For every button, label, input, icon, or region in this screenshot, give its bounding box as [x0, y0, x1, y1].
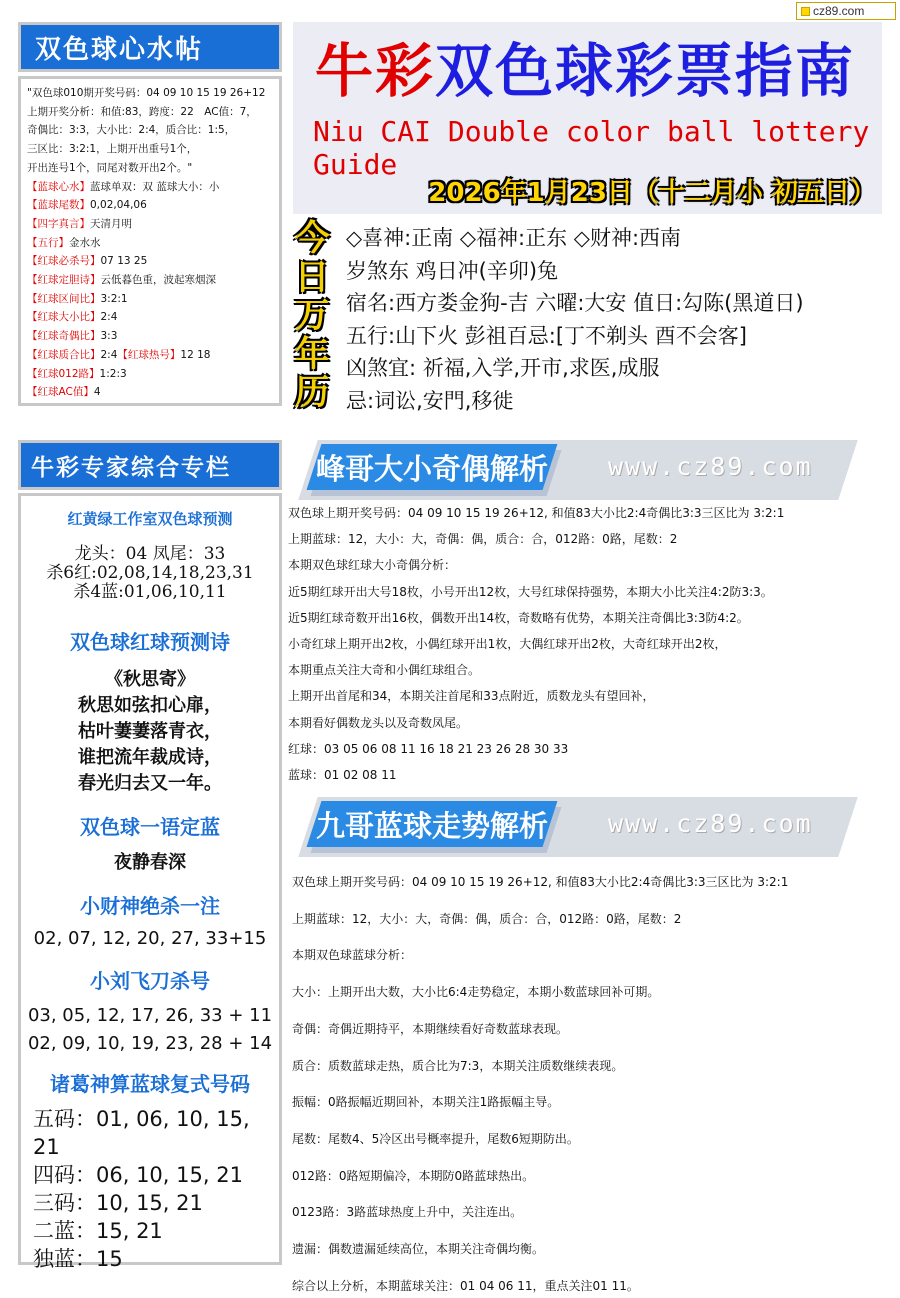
kill-line: 杀6红:02,08,14,18,23,31	[46, 563, 254, 583]
left-bottom-title: 牛彩专家综合专栏	[18, 440, 282, 490]
poem-line: 枯叶萋萋落青衣，	[78, 721, 222, 742]
section2-text	[292, 864, 788, 1298]
analysis-line: 红球：03 05 06 08 11 16 18 21 23 26 28 30 33	[288, 741, 569, 756]
tip-row: 【红球大小比】2:4	[27, 311, 118, 324]
kill-line: 龙头：04 凤尾：33	[74, 544, 226, 564]
tip-row: 【五行】金水水	[27, 236, 101, 249]
section1-url[interactable]: www.cz89.com	[608, 452, 813, 481]
poem-line: 谁把流年裁成诗，	[78, 747, 222, 768]
cai-title: 小财神绝杀一注	[80, 894, 220, 918]
intro-line: "双色球010期开奖号码：04 09 10 15 19 26+12	[27, 87, 266, 99]
analysis-line: 近5期红球开出大号18枚，小号开出12枚，大号红球保持强势，本期大小比关注4:2防3:3。	[288, 584, 773, 599]
header-banner	[293, 22, 882, 214]
phrase: 夜静春深	[114, 852, 186, 873]
almanac-side-title: 今 日 万 年 历	[294, 218, 330, 413]
poem-title: 双色球红球预测诗	[70, 630, 230, 654]
almanac-line: 岁煞东 鸡日冲(辛卯)兔	[346, 258, 559, 283]
zhuge-line: 四码：06, 10, 15, 21	[33, 1163, 243, 1187]
tip-row: 【蓝球尾数】0,02,04,06	[27, 199, 147, 212]
analysis-line: 上期开出首尾和34，本期关注首尾和33点附近，质数龙头有望回补，	[288, 689, 655, 704]
liu-numbers: 03, 05, 12, 17, 26, 33 + 11	[27, 1005, 273, 1026]
analysis-line: 本期双色球红球大小奇偶分析：	[288, 558, 457, 573]
almanac-lines	[346, 222, 804, 417]
left-top-box	[18, 76, 282, 406]
analysis-line: 上期蓝球：12，大小：大，奇偶：偶，质合：合，012路：0路，尾数：2	[288, 532, 678, 547]
analysis-line: 综合以上分析，本期蓝球关注：01 04 06 11，重点关注01 11。	[292, 1278, 639, 1293]
analysis-line: 上期蓝球：12，大小：大，奇偶：偶，质合：合，012路：0路，尾数：2	[292, 911, 682, 926]
header-english: Niu CAI Double color ball lottery Guide	[313, 115, 870, 181]
analysis-line: 双色球上期开奖号码：04 09 10 15 19 26+12, 和值83大小比2:4奇偶比3:3三区比为 3:2:1	[288, 506, 785, 520]
analysis-line: 0123路：3路蓝球热度上升中，关注连出。	[292, 1205, 523, 1220]
analysis-line: 遗漏：偶数遗漏延续高位，本期关注奇偶均衡。	[292, 1242, 545, 1257]
tip-row: 【红球012路】1:2:3	[27, 367, 127, 380]
analysis-line: 小奇红球上期开出2枚，小偶红球开出1枚，大偶红球开出2枚，大奇红球开出2枚，	[288, 637, 727, 652]
intro-line: 上期开奖分析：和值:83，跨度：22 AC值：7，	[27, 105, 257, 118]
almanac-line: ◇喜神:正南 ◇福神:正东 ◇财神:西南	[346, 226, 682, 250]
intro-line: 三区比：3:2:1，上期开出重号1个，	[27, 143, 198, 156]
tip-row: 【红球定胆诗】云低暮色重，波起寒烟深	[27, 274, 216, 287]
zhuge-line: 三码：10, 15, 21	[33, 1191, 203, 1215]
header-title: 牛彩双色球彩票指南	[315, 37, 856, 105]
analysis-line: 蓝球：01 02 08 11	[288, 768, 397, 783]
zhuge-line: 二蓝：15, 21	[33, 1219, 163, 1243]
poem-line: 秋思如弦扣心扉，	[78, 695, 222, 716]
tip-row: 【红球奇偶比】3:3	[27, 330, 118, 343]
poem-line: 《秋思寄》	[105, 669, 195, 690]
studio-title: 红黄绿工作室双色球预测	[67, 510, 233, 528]
analysis-line: 本期双色球蓝球分析：	[292, 948, 413, 963]
tip-row: 【红球必杀号】07 13 25	[27, 255, 148, 268]
liu-numbers: 02, 09, 10, 19, 23, 28 + 14	[27, 1033, 273, 1054]
analysis-line: 质合：质数蓝球走热，质合比为7:3，本期关注质数继续表现。	[292, 1058, 624, 1073]
left-top-title: 双色球心水帖	[18, 22, 282, 72]
site-badge[interactable]: cz89.com	[796, 2, 896, 20]
left-bottom-box	[18, 493, 282, 1271]
tip-row: 【红球AC值】4	[27, 386, 101, 399]
kill-line: 杀4蓝:01,06,10,11	[73, 582, 227, 602]
analysis-line: 振幅：0路振幅近期回补，本期关注1路振幅主导。	[292, 1095, 560, 1110]
almanac-line: 凶煞宜: 祈福,入学,开市,求医,成服	[346, 356, 660, 380]
section1-title: 峰哥大小奇偶解析	[316, 452, 549, 486]
section1-banner	[300, 440, 882, 502]
zhuge-line: 独蓝：15	[33, 1247, 123, 1271]
tip-row: 【四字真言】天清月明	[27, 217, 132, 230]
tip-row: 【红球区间比】3:2:1	[27, 292, 128, 305]
zhuge-line: 五码：01, 06, 10, 15, 21	[33, 1107, 250, 1159]
section2-banner	[300, 797, 882, 859]
analysis-line: 本期看好偶数龙头以及奇数凤尾。	[288, 715, 469, 730]
cai-numbers: 02, 07, 12, 20, 27, 33+15	[33, 928, 267, 949]
intro-line: 奇偶比：3:3，大小比：2:4，质合比：1:5，	[27, 124, 236, 137]
badge-square-icon	[801, 7, 810, 16]
phrase-title: 双色球一语定蓝	[80, 815, 220, 839]
analysis-line: 012路：0路短期偏冷，本期防0路蓝球热出。	[292, 1168, 535, 1183]
liu-title: 小刘飞刀杀号	[90, 969, 210, 993]
analysis-line: 奇偶：奇偶近期持平，本期继续看好奇数蓝球表现。	[292, 1021, 569, 1036]
section1-text	[288, 500, 784, 788]
section2-url[interactable]: www.cz89.com	[608, 809, 813, 838]
header-date: 2026年1月23日（十二月小 初五日）	[428, 178, 876, 208]
almanac-line: 忌:词讼,安門,移徙	[346, 388, 514, 413]
almanac-line: 宿名:西方娄金狗-吉 六曜:大安 值日:勾陈(黑道日)	[346, 291, 804, 315]
zhuge-title: 诸葛神算蓝球复式号码	[50, 1072, 250, 1096]
analysis-line: 双色球上期开奖号码：04 09 10 15 19 26+12, 和值83大小比2:4奇偶比3:3三区比为 3:2:1	[292, 875, 789, 889]
intro-line: 开出连号1个，同尾对数开出2个。"	[27, 161, 193, 174]
tip-row: 【红球质合比】2:4【红球热号】12 18	[27, 348, 211, 361]
analysis-line: 大小：上期开出大数，大小比6:4走势稳定，本期小数蓝球回补可期。	[292, 985, 660, 1000]
almanac-line: 五行:山下火 彭祖百忌:[丁不剃头 酉不会客]	[346, 323, 747, 348]
analysis-line: 本期重点关注大奇和小偶红球组合。	[288, 663, 481, 678]
poem-line: 春光归去又一年。	[78, 773, 222, 794]
section2-title: 九哥蓝球走势解析	[316, 809, 549, 843]
tip-row: 【蓝球心水】蓝球单双：双 蓝球大小：小	[27, 180, 220, 193]
analysis-line: 近5期红球奇数开出16枚，偶数开出14枚，奇数略有优势，本期关注奇偶比3:3防4:2。	[288, 610, 749, 625]
analysis-line: 尾数：尾数4、5冷区出号概率提升，尾数6短期防出。	[292, 1131, 579, 1146]
